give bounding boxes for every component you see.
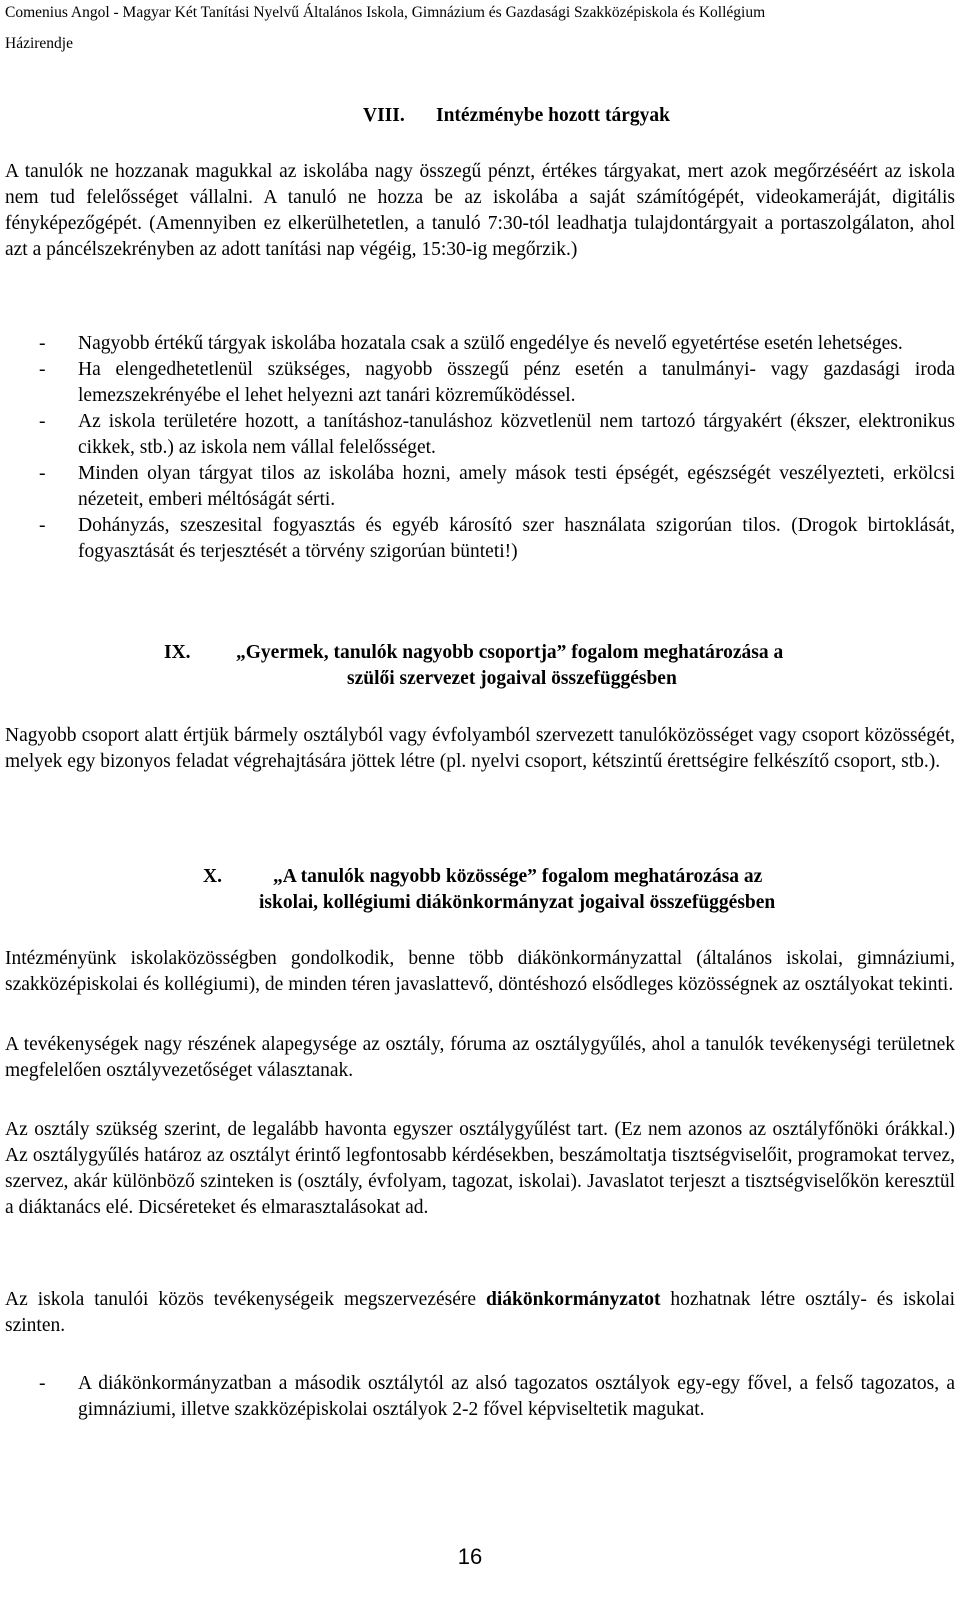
section-8-bullet-list bbox=[5, 331, 955, 565]
section-10-paragraph-1: Intézményünk iskolaközösségben gondolkodik, benne több diákönkormányzattal (általános iskolai, gimnáziumi, szakközépiskolai és kollégiumi), de minden téren javaslattevő, döntéshozó elsődleges közösségnek az osztályokat tekinti. bbox=[5, 948, 955, 995]
bullet-marker: - bbox=[39, 515, 46, 536]
section-10-bullet-list bbox=[5, 1371, 955, 1423]
bullet-marker: - bbox=[39, 333, 46, 354]
section-8-title: Intézménybe hozott tárgyak bbox=[436, 105, 670, 126]
list-item bbox=[5, 331, 955, 357]
document-header-school-name: Comenius Angol - Magyar Két Tanítási Nyelvű Általános Iskola, Gimnázium és Gazdasági Szakközépiskola és Kollégium bbox=[5, 4, 766, 21]
section-9-title-line-1: „Gyermek, tanulók nagyobb csoportja” fogalom meghatározása a bbox=[236, 642, 784, 663]
section-10-title-line-1: „A tanulók nagyobb közössége” fogalom meghatározása az bbox=[273, 866, 763, 887]
section-8-number: VIII. bbox=[363, 105, 405, 126]
paragraph-4-text-start: Az iskola tanulói közös tevékenységeik megszervezésére bbox=[5, 1289, 487, 1310]
section-9-number: IX. bbox=[164, 642, 191, 663]
list-item bbox=[5, 461, 955, 513]
section-10-heading bbox=[0, 864, 960, 920]
section-10-paragraph-2: A tevékenységek nagy részének alapegysége az osztály, fóruma az osztálygyűlés, ahol a tanulók tevékenységi területnek megfelelően osztályvezetőséget választanak. bbox=[5, 1034, 955, 1081]
list-item-text: Ha elengedhetetlenül szükséges, nagyobb összegű pénz esetén a tanulmányi- vagy gazdasági iroda lemezszekrényébe el lehet helyezni azt tanári közreműködéssel. bbox=[78, 359, 955, 406]
list-item bbox=[5, 357, 955, 409]
bullet-marker: - bbox=[39, 359, 46, 380]
section-8-intro-paragraph: A tanulók ne hozzanak magukkal az iskolába nagy összegű pénzt, értékes tárgyakat, mert azok megőrzéséért az iskola nem tud felelősséget vállalni. A tanuló ne hozza be az iskolába a saját számítógépét, videokameráját, digitális fényképezőgépét. (Amennyiben ez elkerülhetetlen, a tanuló 7:30-tól leadhatja tulajdontárgyait a portaszolgálaton, ahol azt a páncélszekrényben az adott tanítási nap végéig, 15:30-ig megőrzik.) bbox=[5, 161, 955, 260]
page-number: 16 bbox=[457, 1544, 483, 1569]
list-item-text: Minden olyan tárgyat tilos az iskolába hozni, amely mások testi épségét, egészségét veszélyezteti, erkölcsi nézeteit, emberi méltóságát sérti. bbox=[78, 463, 955, 510]
list-item-text: Nagyobb értékű tárgyak iskolába hozatala csak a szülő engedélye és nevelő egyetértése esetén lehetséges. bbox=[78, 333, 903, 354]
list-item bbox=[5, 513, 955, 565]
list-item-text: A diákönkormányzatban a második osztálytól az alsó tagozatos osztályok egy-egy fővel, a felső tagozatos, a gimnáziumi, illetve szakközépiskolai osztályok 2-2 fővel képviseltetik magukat. bbox=[78, 1373, 955, 1420]
document-header-title: Házirendje bbox=[5, 35, 73, 52]
list-item bbox=[5, 409, 955, 461]
section-9-heading bbox=[0, 640, 960, 696]
list-item-text: Az iskola területére hozott, a tanításhoz-tanuláshoz közvetlenül nem tartozó tárgyakért (ékszer, elektronikus cikkek, stb.) az iskola nem vállal felelősséget. bbox=[78, 411, 955, 458]
bullet-marker: - bbox=[39, 1373, 46, 1394]
section-10-paragraph-3: Az osztály szükség szerint, de legalább havonta egyszer osztálygyűlést tart. (Ez nem azonos az osztályfőnöki órákkal.) Az osztálygyűlés határoz az osztályt érintő legfontosabb kérdésekben, beszámoltatja tisztségviselőit, programokat tervez, szervez, akár különböző szinteken is (osztály, évfolyam, tagozat, iskolai). Javaslatot terjeszt a tisztségviselőkön keresztül a diáktanács elé. Dicséreteket és elmarasztalásokat ad. bbox=[5, 1119, 955, 1218]
section-10-title-line-2: iskolai, kollégiumi diákönkormányzat jogaival összefüggésben bbox=[259, 892, 776, 913]
section-9-paragraph: Nagyobb csoport alatt értjük bármely osztályból vagy évfolyamból szervezett tanulóközösséget vagy csoport közösségét, melyek egy bizonyos feladat végrehajtására jöttek létre (pl. nyelvi csoport, kétszintű érettségire felkészítő csoport, stb.). bbox=[5, 725, 955, 772]
bullet-marker: - bbox=[39, 463, 46, 484]
list-item-text: Dohányzás, szeszesital fogyasztás és egyéb károsító szer használata szigorúan tilos. (Drogok birtoklását, fogyasztását és terjesztését a törvény szigorúan bünteti!) bbox=[78, 515, 955, 562]
paragraph-4-text-end: hozhatnak létre osztály- és iskolai szinten. bbox=[5, 1289, 955, 1336]
section-9-title-line-2: szülői szervezet jogaival összefüggésben bbox=[347, 668, 677, 689]
paragraph-4-emphasis: diákönkormányzatot bbox=[486, 1289, 661, 1310]
section-10-number: X. bbox=[203, 866, 222, 887]
list-item bbox=[5, 1371, 955, 1423]
bullet-marker: - bbox=[39, 411, 46, 432]
section-10-paragraph-4 bbox=[5, 1287, 955, 1339]
